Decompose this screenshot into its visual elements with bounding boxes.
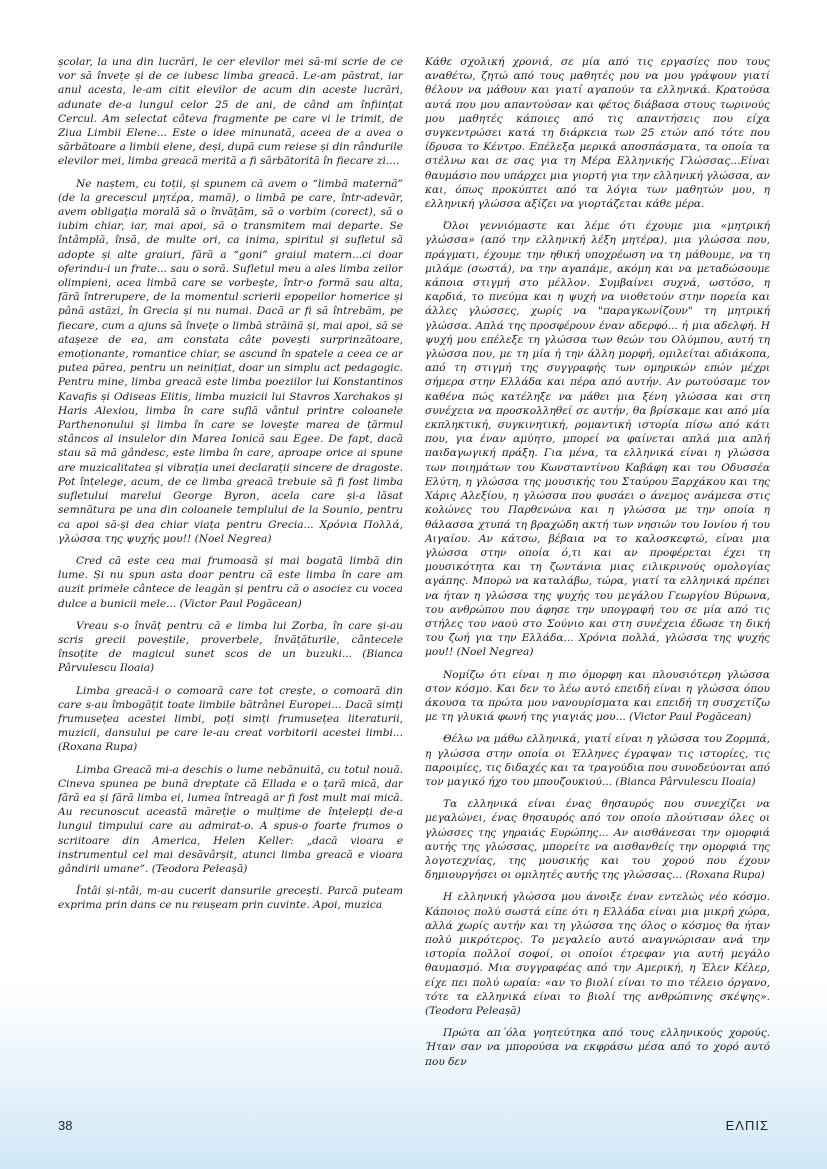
paragraph: Η ελληνική γλώσσα μου άνοιξε έναν εντελώς νέο κόσμο. Κάποιος πολύ σωστά είπε ότι η Ελλάδα είναι μια μικρή χώρα, αλλά χωρίς αυτήν και τη γλώσσα της όλος ο κόσμος θα ήταν πολύ μικρότερος. Το μεγαλείο αυτό αναγνώρισαν ανά την ιστορία πολλοί σοφοί, οι οποίοι έτρεφαν για αυτή μεγάλο θαυμασμό. Μια συγγραφέας από την Αμερική, η Έλεν Κέλερ, είχε πει πολύ ωραία: «αν το βιολί είναι το πιο τέλειο όργανο, τότε τα ελληνικά είναι το βιολί της ανθρώπινης σκέψης». (Teodora Peleașă)	[425, 891, 770, 1017]
paragraph: școlar, la una din lucrări, le cer elevilor mei să-mi scrie de ce vor să învețe și de ce iubesc limba greacă. Le-am păstrat, iar anul acesta, le-am citit elevilor de acum din aceste lucrări, adunate de-a lungul celor 25 de ani, de când am înființat Cercul. Am selectat câteva fragmente pe care vi le trimit, de Ziua Limbii Elene... Este o idee minunată, aceea de a avea o sărbătoare a limbii elene, deși, după cum reiese și din rândurile elevilor mei, limba greacă merită a fi sărbătorită în fiecare zi....	[58, 56, 403, 168]
greek-text-column	[425, 55, 770, 1115]
paragraph: Cred că este cea mai frumoasă și mai bogată limbă din lume. Și nu spun asta doar pentru că este limba în care am auzit primele cântece de leagăn și pentru că o asociez cu vocea dulce a bunicii mele... (Victor Paul Pogăcean)	[58, 554, 403, 610]
paragraph: Limba greacă-i o comoară care tot crește, o comoară din care s-au îmbogățit toate limbile bătrânei Europei... Dacă simți frumusețea acestei limbi, poți simți frumusețea literaturii, muzicii, dansului pe care le-au creat vorbitorii acestei limbi... (Roxana Rupa)	[58, 684, 403, 754]
paragraph: Νομίζω ότι είναι η πιο όμορφη και πλουσιότερη γλώσσα στον κόσμο. Και δεν το λέω αυτό επειδή είναι η γλώσσα όπου άκουσα τα πρώτα μου νανουρίσματα και επειδή τη συσχετίζω με τη γλυκιά φωνή της γιαγιάς μου... (Victor Paul Pogăcean)	[425, 668, 770, 724]
paragraph: Πρώτα απ΄όλα γοητεύτηκα από τους ελληνικούς χορούς. Ήταν σαν να μπορούσα να εκφράσω μέσα από το χορό αυτό που δεν	[425, 1027, 770, 1068]
paragraph: Vreau s-o învăț pentru că e limba lui Zorba, în care și-au scris grecii poveștile, proverbele, învățăturile, cântecele însoțite de magicul sunet scos de un buzuki... (Bianca Pârvulescu Iloaia)	[58, 619, 403, 675]
page-number: 38	[58, 1118, 73, 1133]
paragraph: Întâi și-ntâi, m-au cucerit dansurile grecești. Parcă puteam exprima prin dans ce nu reușeam prin cuvinte. Apoi, muzica	[58, 885, 403, 912]
paragraph: Limba Greacă mi-a deschis o lume nebănuită, cu totul nouă. Cineva spunea pe bună dreptate că Ellada e o țară mică, dar fără ea și fără limba ei, lumea întreagă ar fi fost mult mai mică. Au recunoscut această măreție o mulțime de înțelepți de-a lungul timpului care au admirat-o. A spus-o foarte frumos o scriitoare din America, Helen Keller: „dacă vioara e instrumentul cel mai desăvârșit, atunci limba greacă e vioara gândirii umane”. (Teodora Peleașă)	[58, 763, 403, 875]
paragraph: Ne naștem, cu toții, și spunem că avem o “limbă maternă” (de la grecescul μητέρα, mamă), o limbă pe care, într-adevăr, avem obligația morală să o învățăm, să o vorbim (corect), să o iubim chiar, iar, mai apoi, să o transmitem mai departe. Se întâmplă, însă, de multe ori, ca inima, spiritul și sufletul să adopte și alte graiuri, fără a “goni” graiul matern...ci doar oferindu-i un frate... sau o soră. Sufletul meu a ales limba zeilor olimpieni, acea limbă care se vorbește, într-o formă sau alta, fără întrerupere, de la momentul scrierii epopeilor homerice și până astăzi, în Grecia și nu numai. Dacă ar fi să întrebăm, pe fiecare, cum a ajuns să învețe o limbă străină și, mai apoi, să se atașeze de ea, am constata câte povești surprinzătoare, emoționante, romantice chiar, se ascund în spatele a ceea ce ar putea părea, pentru un neinițiat, doar un simplu act pedagogic. Pentru mine, limba greacă este limba poeziilor lui Konstantinos Kavafis și Odiseas Elitis, limba muzicii lui Stavros Xarchakos și Haris Alexiou, limba în care suflă vântul printre coloanele Parthenonului și limba în care se lovește marea de țărmul stâncos al insulelor din Marea Ionică sau Egee. De fapt, dacă stau să mă gândesc, este limba în care, aproape orice ai spune are muzicalitatea și vibrația unei declarații sincere de dragoste. Pot înțelege, acum, de ce limba greacă trebuie să fi fost limba sufletului marelui George Byron, acela care și-a lăsat semnătura pe una din coloanele templului de la Sounio, pentru ca apoi să-și dea chiar viața pentru Grecia... Χρόνια Πολλά, γλώσσα της ψυχής μου!! (Noel Negrea)	[58, 177, 403, 545]
magazine-name: ΕΛΠΙΣ	[725, 1118, 769, 1133]
romanian-text-column	[58, 55, 403, 1115]
paragraph: Τα ελληνικά είναι ένας θησαυρός που συνεχίζει να μεγαλώνει, ένας θησαυρός από τον οποίο πλούτισαν όλες οι γλώσσες της γηραιάς Ευρώπης... Αν αισθάνεσαι την ομορφιά αυτής της γλώσσας, μπορείτε να αισθανθείς την ομορφιά της λογοτεχνίας, της μουσικής και του χορού που έχουν δημιουργήσει οι ομιλητές αυτής της γλώσσας... (Roxana Rupa)	[425, 798, 770, 882]
paragraph: Όλοι γεννιόμαστε και λέμε ότι έχουμε μια «μητρική γλώσσα» (από την ελληνική λέξη μητέρα), μια γλώσσα που, πράγματι, έχουμε την ηθική υποχρέωση να τη μάθουμε, να τη μιλάμε (σωστά), να την αγαπάμε, ακόμη και να μεταδώσουμε κάποια στιγμή στο μέλλον. Συμβαίνει συχνά, ωστόσο, η καρδιά, το πνεύμα και η ψυχή να υιοθετούν στην πορεία και άλλες γλώσσες, χωρίς να "παραγκωνίζουν" τη μητρική γλώσσα. Απλά της προσφέρουν έναν αδερφό... ή μια αδελφή. Η ψυχή μου επέλεξε τη γλώσσα των θεών του Ολύμπου, αυτή τη γλώσσα που, με τη μία ή την άλλη μορφή, ομιλείται αδιάκοπα, από τη στιγμή της συγγραφής των ομηρικών επών μέχρι σήμερα στην Ελλάδα και πέρα από αυτήν. Αν ρωτούσαμε τον καθένα πώς κατέληξε να μάθει μια ξένη γλώσσα και στη συνέχεια να προσκολληθεί σε αυτήν, θα βρίσκαμε και από μία εκπληκτική, συγκινητική, ρομαντική ιστορία πίσω από κάτι που, για έναν αμύητο, μπορεί να φαίνεται απλά μια απλή παιδαγωγική πράξη. Για μένα, τα ελληνικά είναι η γλώσσα των ποιημάτων του Κωνσταντίνου Καβάφη και του Οδυσσέα Ελύτη, η γλώσσα της μουσικής του Σταύρου Ξαρχάκου και της Χάρις Αλεξίου, η γλώσσα που φυσάει ο άνεμος ανάμεσα στις κολώνες του Παρθενώνα και η γλώσσα με την οποία η θάλασσα χτυπά τη βραχώδη ακτή των νησιών του Ιονίου ή του Αιγαίου. Αν κάτσω, βέβαια να το καλοσκεφτώ, είναι μια γλώσσα στην οποία ό,τι και αν προφέρεται έχει τη μουσικότητα και τη ζωντάνια μιας ειλικρινούς ομολογίας αγάπης. Μπορώ να καταλάβω, τώρα, γιατί τα ελληνικά πρέπει να ήταν η γλώσσα της ψυχής του μεγάλου Γεωργίου Βύρωνα, του ανθρώπου που άφησε την υπογραφή του σε μία από τις στήλες του ναού στο Σούνιο και στη συνέχεια έδωσε τη δική του ζωή για την Ελλάδα... Χρόνια πολλά, γλώσσα της ψυχής μου!! (Noel Negrea)	[425, 220, 770, 659]
paragraph: Θέλω να μάθω ελληνικά, γιατί είναι η γλώσσα του Ζορμπά, η γλώσσα στην οποία οι Έλληνες έγραψαν τις ιστορίες, τις παροιμίες, τις διδαχές και τα τραγούδια που συνοδεύονται από τον μαγικό ήχο του μπουζουκιού... (Bianca Pârvulescu Iloaia)	[425, 733, 770, 788]
paragraph: Κάθε σχολική χρονιά, σε μία από τις εργασίες που τους αναθέτω, ζητώ από τους μαθητές μου να μου γράψουν γιατί θέλουν να μάθουν και γιατί αγαπούν τα ελληνικά. Κρατούσα αυτά που μου απαντούσαν και φέτος διάβασα στους τωρινούς μου μαθητές κάποιες από τις απαντήσεις που είχα συγκεντρώσει κατά τη διάρκεια των 25 ετών από τότε που ίδρυσα το Κέντρο. Επέλεξα μερικά αποσπάσματα, τα οποία τα στέλνω και σε σας για τη Μέρα Ελληνικής Γλώσσας...Είναι θαυμάσιο που υπάρχει μια γιορτή για την ελληνική γλώσσα, αν και, όπως προκύπτει από τα λόγια των μαθητών μου, η ελληνική γλώσσα αξίζει να γιορτάζεται κάθε μέρα.	[425, 56, 770, 211]
